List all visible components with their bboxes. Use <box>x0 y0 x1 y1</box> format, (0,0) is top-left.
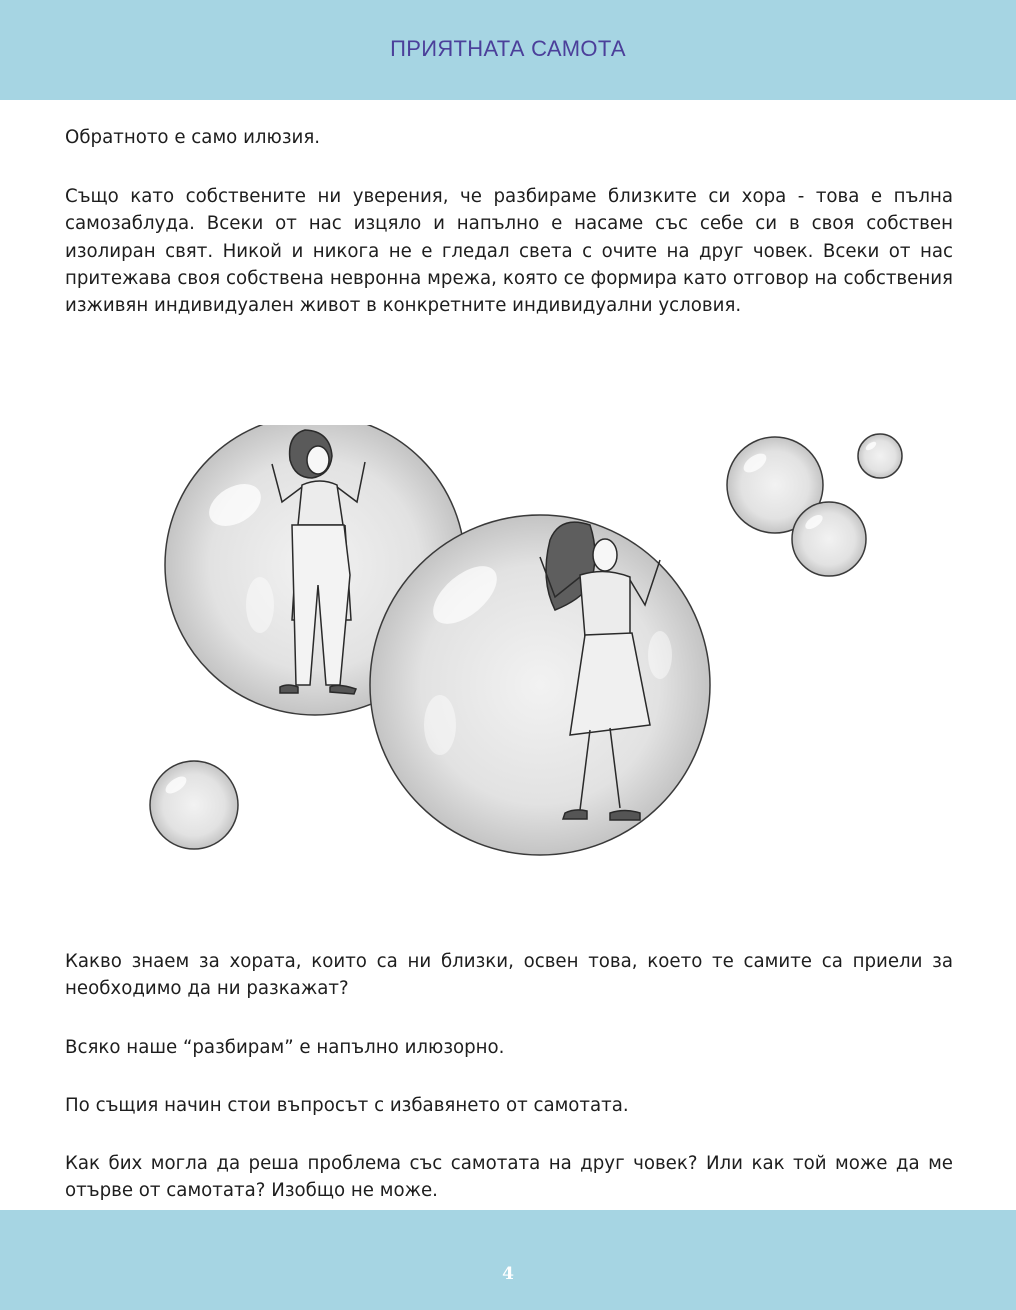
header-band <box>0 0 1016 100</box>
paragraph-3: Какво знаем за хората, които са ни близки, освен това, което те самите са приели за необходимо да ни разкажат? <box>65 951 953 1000</box>
page-number: 4 <box>502 1264 514 1284</box>
bubbles-illustration <box>140 425 920 875</box>
small-bubble-top-right <box>858 434 902 478</box>
paragraph-4: Всяко наше “разбирам” е напълно илюзорно. <box>65 1037 505 1058</box>
small-bubble-middle-right <box>792 502 866 576</box>
paragraph-5: По същия начин стои въпросът с избавянето от самотата. <box>65 1095 629 1116</box>
right-bubble <box>370 515 710 855</box>
paragraph-2: Също като собствените ни уверения, че разбираме близките си хора - това е пълна самозаблуда. Всеки от нас изцяло и напълно е насаме със себе си в своя собствен изолиран свят. Никой и никога не е гледал света с очите на друг човек. Всеки от нас притежава своя собствена невронна мрежа, която се формира като отговор на собствения изживян индивидуален живот в конкретните индивидуални условия. <box>65 186 953 317</box>
paragraph-6: Как бих могла да реша проблема със самотата на друг човек? Или как той може да ме отърве от самотата? Изобщо не може. <box>65 1153 953 1202</box>
paragraph-1: Обратното е само илюзия. <box>65 127 321 148</box>
footer-band <box>0 1210 1016 1310</box>
small-bubble-bottom-left <box>150 761 238 849</box>
page-title: ПРИЯТНАТА САМОТА <box>390 36 626 61</box>
